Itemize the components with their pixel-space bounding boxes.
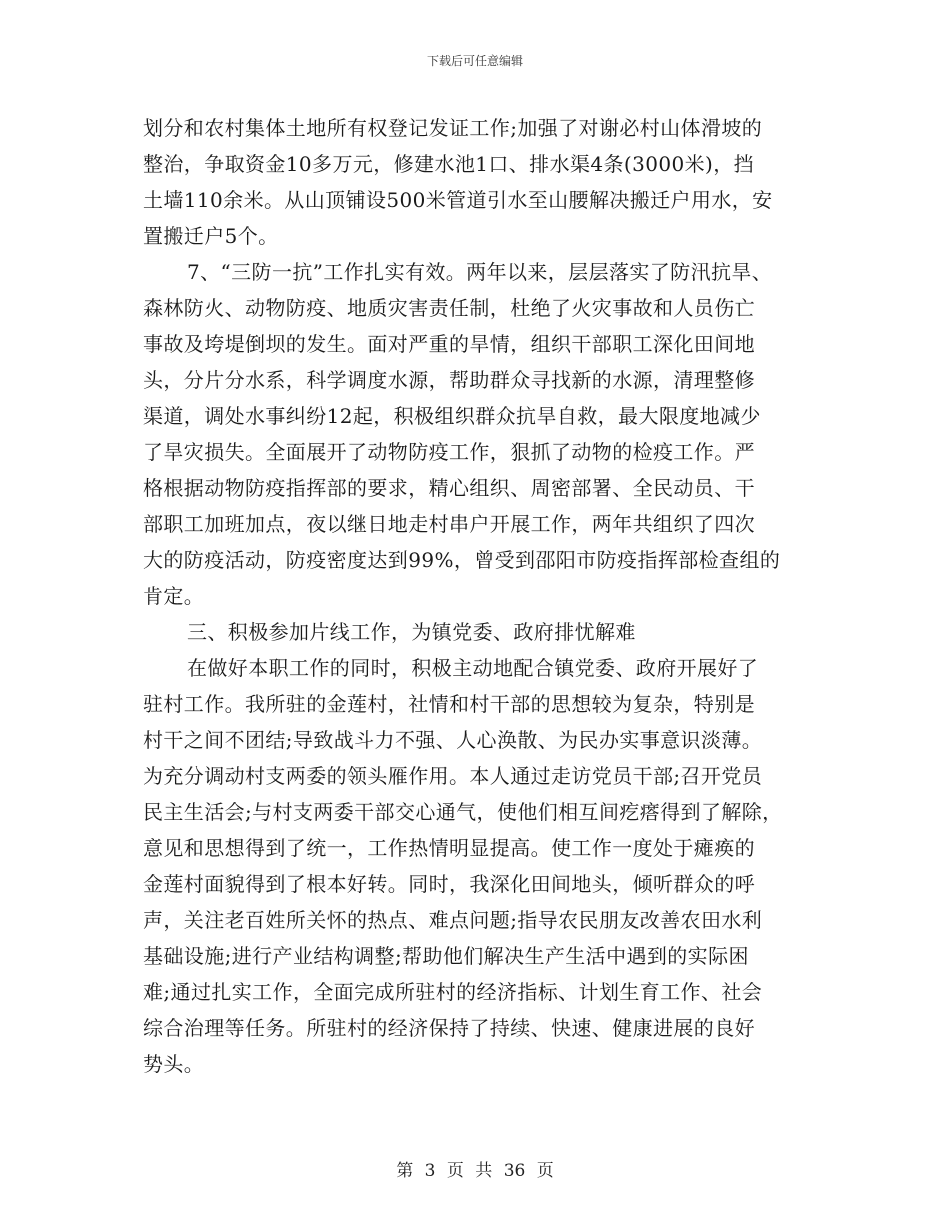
text-line: 三、积极参加片线工作，为镇党委、政府排忧解难 [187,620,636,644]
text-line: 事故及垮堤倒坝的发生。面对严重的旱情，组织干部职工深化田间地 [143,332,755,356]
text-line: 意见和思想得到了统一，工作热情明显提高。使工作一度处于瘫痪的 [143,836,755,860]
text-line: 为充分调动村支两委的领头雁作用。本人通过走访党员干部;召开党员 [143,764,763,788]
text-line: 了旱灾损失。全面展开了动物防疫工作，狠抓了动物的检疫工作。严 [143,440,755,464]
text-line: 综合治理等任务。所驻村的经济保持了持续、快速、健康进展的良好 [143,1016,755,1040]
text-line: 在做好本职工作的同时，积极主动地配合镇党委、政府开展好了 [187,656,759,680]
text-line: 势头。 [143,1052,205,1076]
text-line: 格根据动物防疫指挥部的要求，精心组织、周密部署、全民动员、干 [143,476,755,500]
text-line: 7、“三防一抗”工作扎实有效。两年以来，层层落实了防汛抗旱、 [187,260,773,284]
text-line: 森林防火、动物防疫、地质灾害责任制，杜绝了火灾事故和人员伤亡 [143,296,755,320]
text-line: 基础设施;进行产业结构调整;帮助他们解决生产生活中遇到的实际困 [143,944,749,968]
text-line: 声，关注老百姓所关怀的热点、难点问题;指导农民朋友改善农田水利 [143,908,763,932]
page-header: 下载后可任意编辑 [426,54,523,68]
text-line: 土墙110余米。从山顶铺设500米管道引水至山腰解决搬迁户用水，安 [143,188,773,212]
text-line: 驻村工作。我所驻的金莲村，社情和村干部的思想较为复杂，特别是 [143,692,755,716]
page-footer: 第 3 页 共 36 页 [396,1161,554,1181]
text-line: 头，分片分水系，科学调度水源，帮助群众寻找新的水源，清理整修 [143,368,755,392]
text-line: 村干之间不团结;导致战斗力不强、人心涣散、为民办实事意识淡薄。 [143,728,763,752]
text-line: 民主生活会;与村支两委干部交心通气，使他们相互间疙瘩得到了解除， [143,800,783,824]
text-line: 置搬迁户5个。 [143,224,279,248]
text-line: 渠道，调处水事纠纷12起，积极组织群众抗旱自救，最大限度地减少 [143,404,761,428]
text-line: 金莲村面貌得到了根本好转。同时，我深化田间地头，倾听群众的呼 [143,872,755,896]
document-body [143,110,833,1082]
text-line: 肯定。 [143,584,205,608]
text-line: 难;通过扎实工作，全面完成所驻村的经济指标、计划生育工作、社会 [143,980,763,1004]
text-line: 整治，争取资金10多万元，修建水池1口、排水渠4条(3000米)，挡 [143,152,755,176]
text-line: 大的防疫活动，防疫密度达到99%，曾受到邵阳市防疫指挥部检查组的 [143,548,781,572]
text-line: 划分和农村集体土地所有权登记发证工作;加强了对谢必村山体滑坡的 [143,116,763,140]
text-line: 部职工加班加点，夜以继日地走村串户开展工作，两年共组织了四次 [143,512,755,536]
